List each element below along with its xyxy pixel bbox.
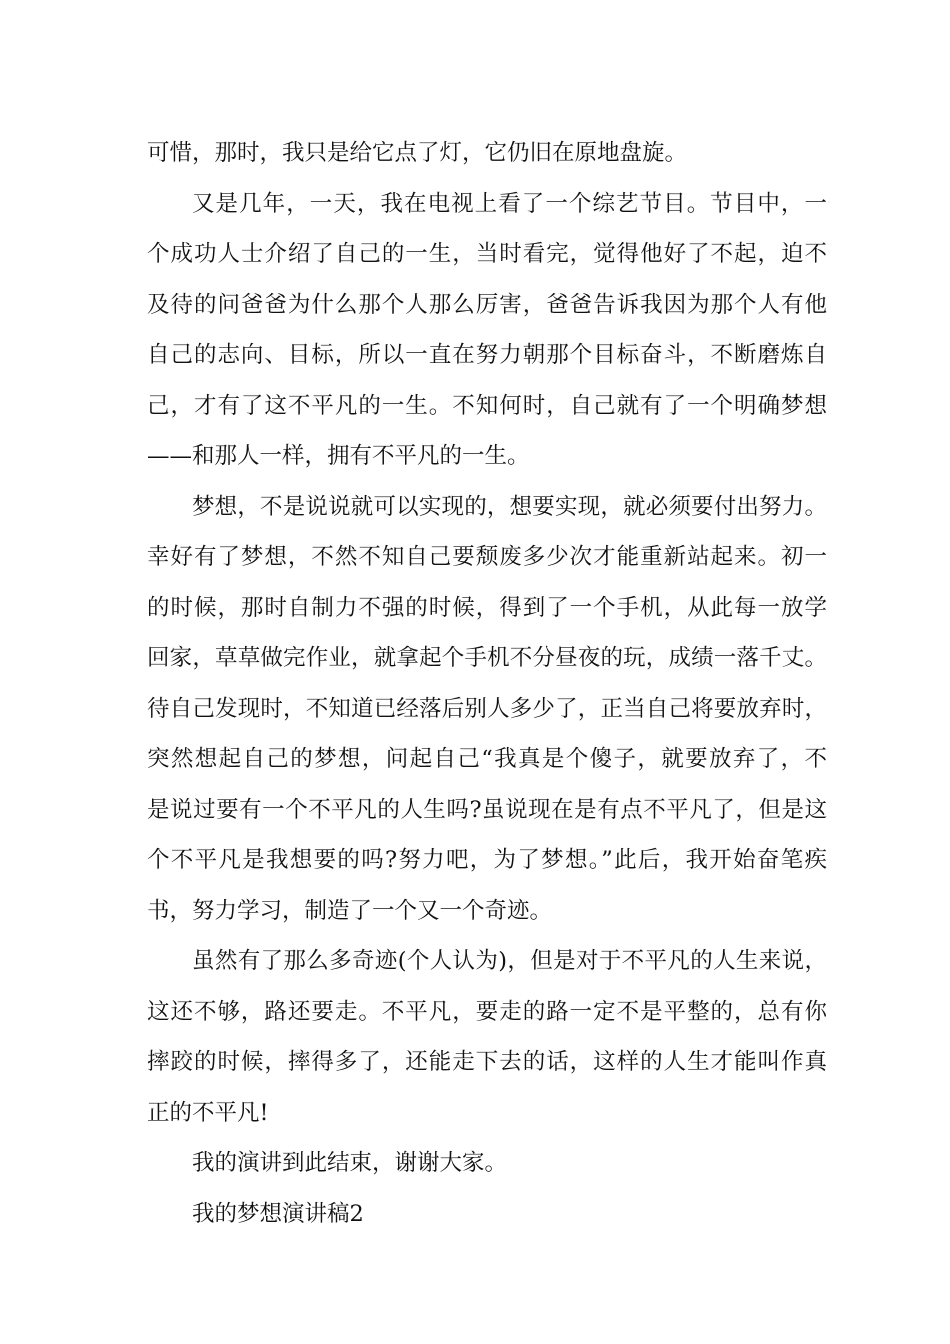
section-heading: 我的梦想演讲稿2: [192, 1200, 364, 1227]
paragraph-line: 正的不平凡!: [147, 1099, 269, 1126]
paragraph-line: 回家，草草做完作业，就拿起个手机不分昼夜的玩，成绩一落千丈。: [147, 645, 827, 671]
paragraph-line: ——和那人一样，拥有不平凡的一生。: [147, 443, 530, 469]
paragraph-line: 虽然有了那么多奇迹(个人认为)，但是对于不平凡的人生来说，: [192, 948, 827, 974]
paragraph-line: 的时候，那时自制力不强的时候，得到了一个手机，从此每一放学: [147, 594, 827, 621]
paragraph-line: 梦想，不是说说就可以实现的，想要实现，就必须要付出努力。: [192, 493, 827, 520]
paragraph-line: 待自己发现时，不知道已经落后别人多少了，正当自己将要放弃时，: [147, 695, 827, 722]
paragraph-line: 己，才有了这不平凡的一生。不知何时，自己就有了一个明确梦想: [147, 392, 827, 419]
paragraph-line: 这还不够，路还要走。不平凡，要走的路一定不是平整的，总有你: [147, 998, 827, 1025]
paragraph-line: 个成功人士介绍了自己的一生，当时看完，觉得他好了不起，迫不: [147, 241, 827, 267]
paragraph-line: 书，努力学习，制造了一个又一个奇迹。: [147, 897, 553, 924]
paragraph-line: 及待的问爸爸为什么那个人那么厉害，爸爸告诉我因为那个人有他: [147, 291, 827, 318]
paragraph-line: 突然想起自己的梦想，问起自己“我真是个傻子，就要放弃了，不: [147, 746, 827, 772]
paragraph-line: 幸好有了梦想，不然不知自己要颓废多少次才能重新站起来。初一: [147, 544, 827, 570]
document-body: [147, 128, 827, 1239]
paragraph-line: 是说过要有一个不平凡的人生吗?虽说现在是有点不平凡了，但是这: [147, 796, 827, 823]
paragraph-line: 可惜，那时，我只是给它点了灯，它仍旧在原地盘旋。: [147, 140, 688, 166]
paragraph-line: 摔跤的时候，摔得多了，还能走下去的话，这样的人生才能叫作真: [147, 1049, 827, 1075]
paragraph-line: 自己的志向、目标，所以一直在努力朝那个目标奋斗，不断磨炼自: [147, 342, 827, 368]
paragraph-line: 又是几年，一天，我在电视上看了一个综艺节目。节目中，一: [192, 190, 827, 217]
paragraph-line: 个不平凡是我想要的吗?努力吧，为了梦想。”此后，我开始奋笔疾: [147, 847, 827, 873]
paragraph-line: 我的演讲到此结束，谢谢大家。: [192, 1150, 508, 1176]
